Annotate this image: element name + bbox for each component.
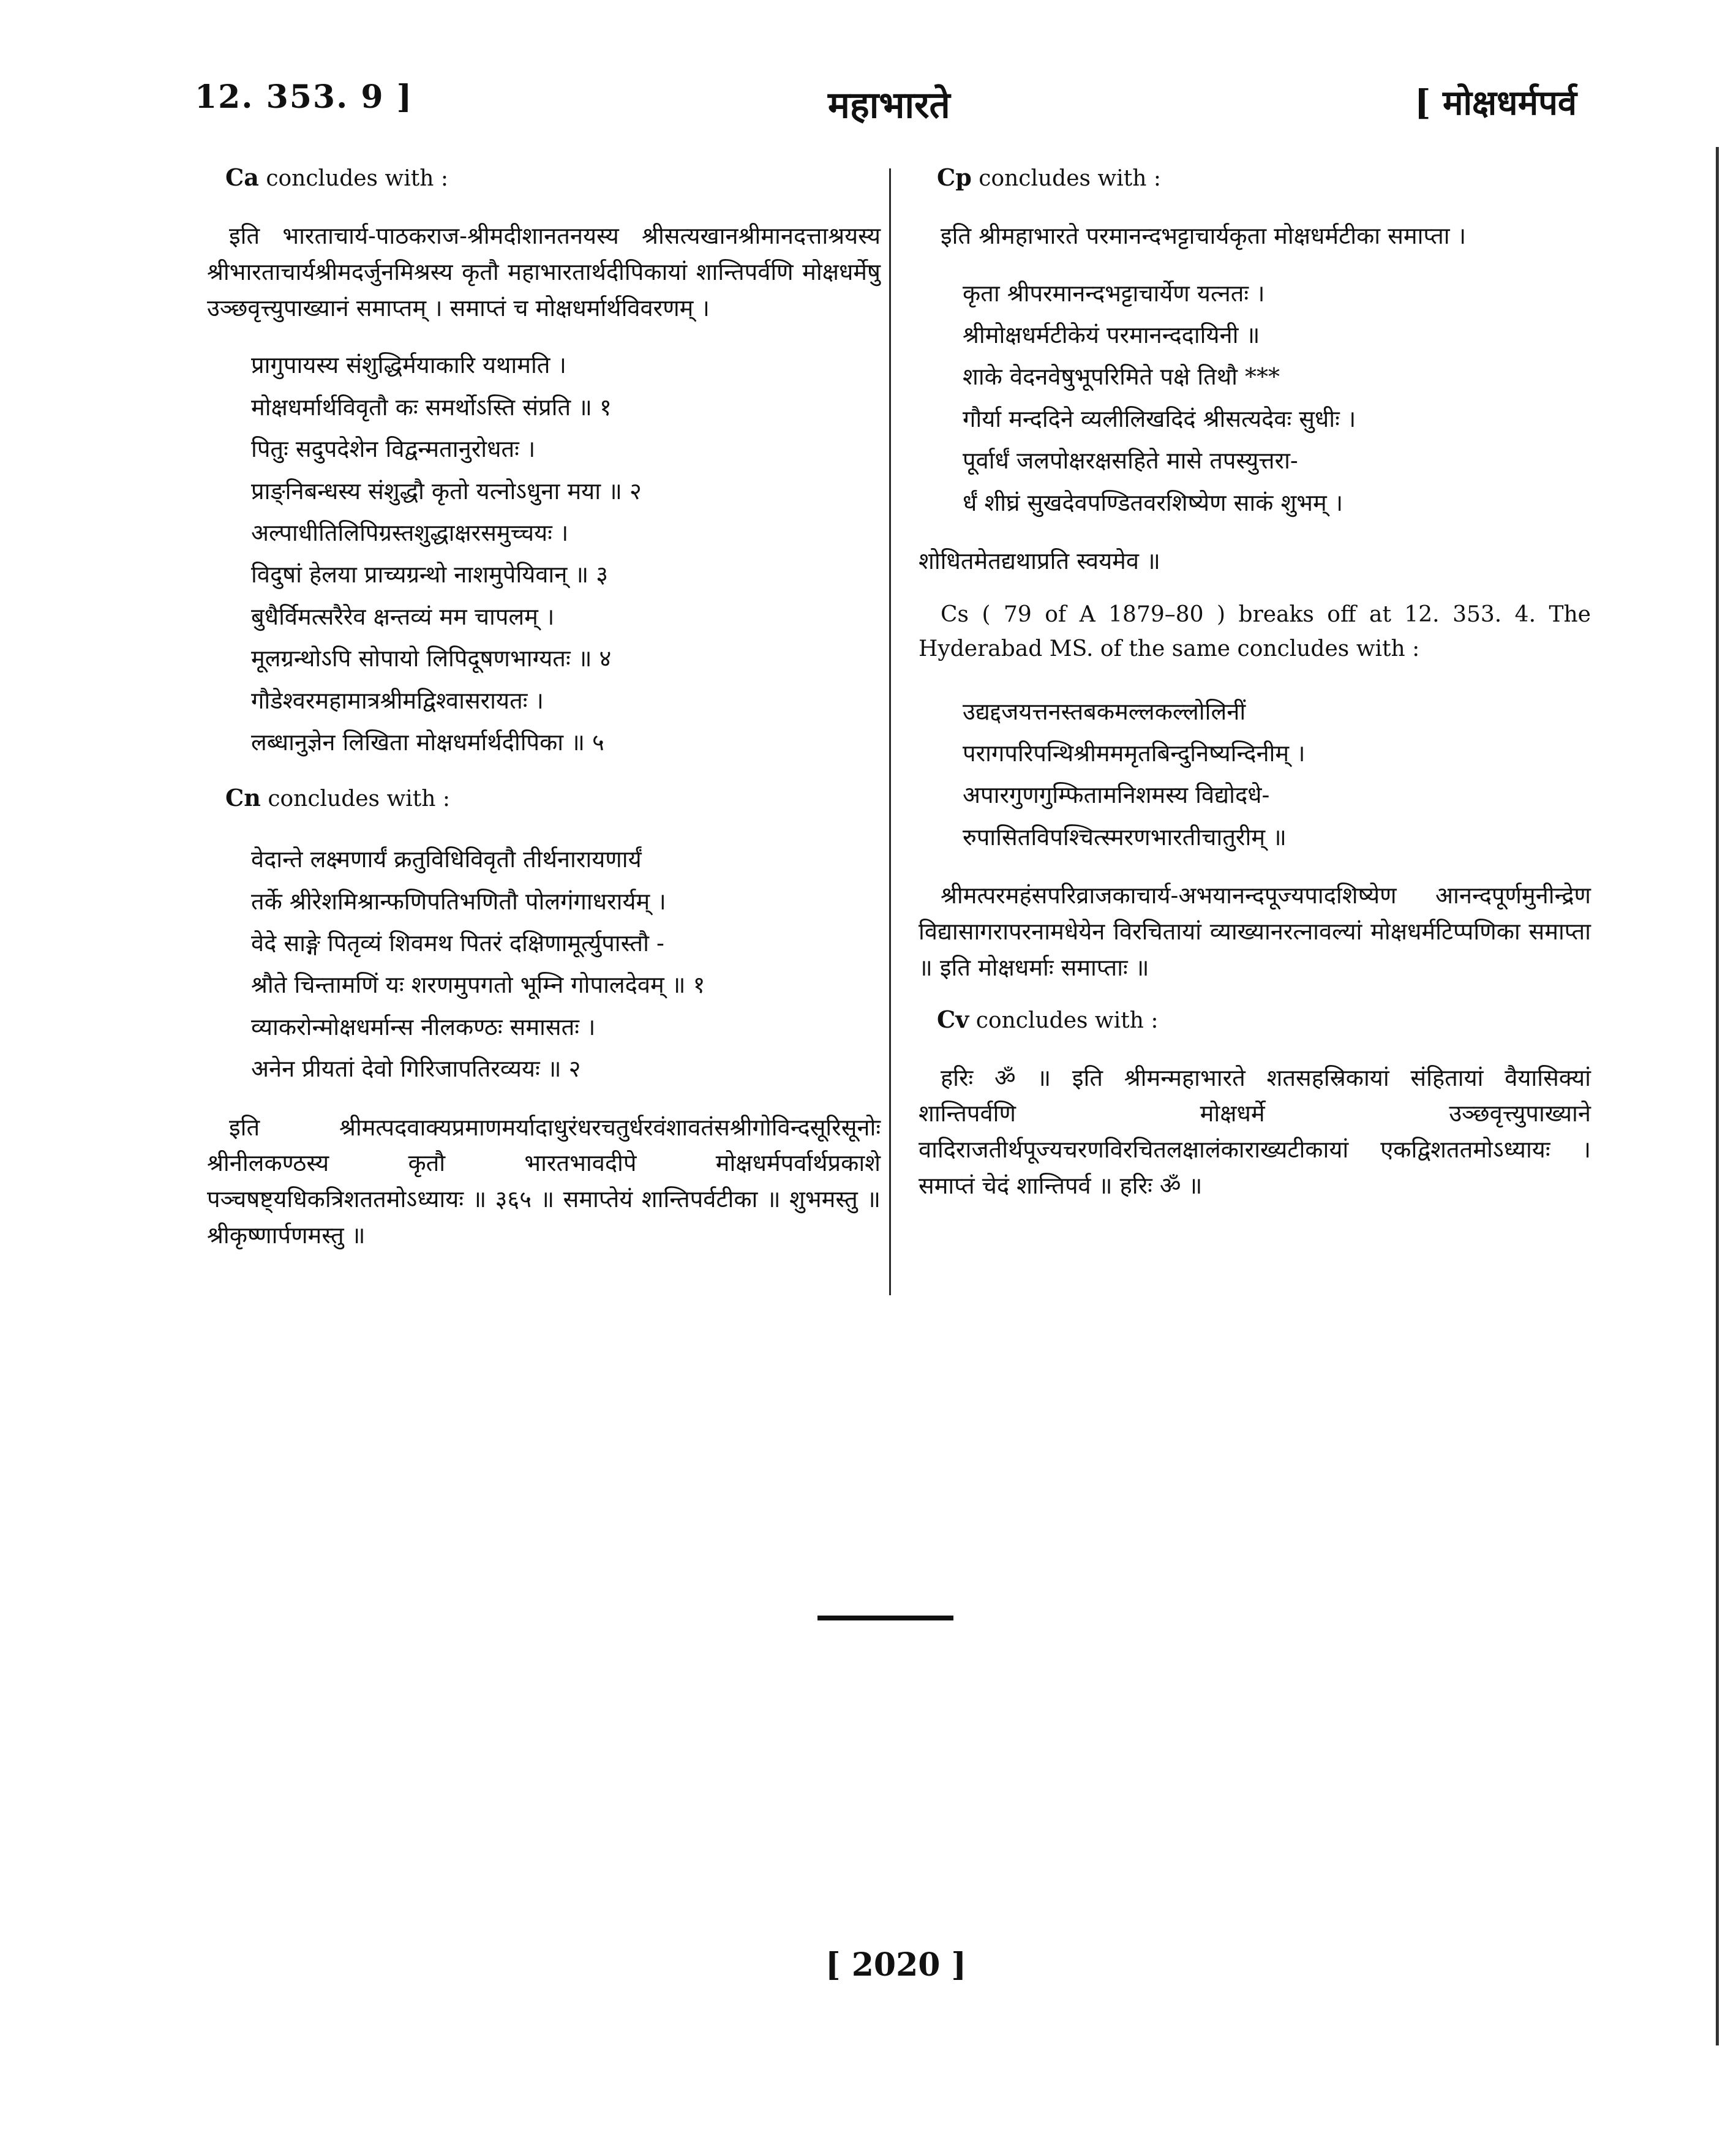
verse-line: बुधैर्विमत्सरैरेव क्षन्तव्यं मम चापलम् । <box>251 603 555 630</box>
ms-cs-block <box>919 598 1591 986</box>
verse-line: पूर्वार्धं जलपोक्षरक्षसहिते मासे तपस्युत्तरा- <box>963 447 1298 475</box>
running-head-title: महाभारते <box>828 84 950 127</box>
ms-cn-siglum: Cn <box>225 784 261 812</box>
ms-ca-colophon: इति भारताचार्य-पाठकराज-श्रीमदीशानतनयस्य श्रीसत्यखानश्रीमानदत्ताश्रयस्य श्रीभारताचार्यश्रीमदर्जुनमिश्रस्य कृतौ महाभारतार्थदीपिकायां शान्तिपर्वणि मोक्षधर्मेषु उञ्छवृत्त्युपाख्यानं समाप्तम् । समाप्तं च मोक्षधर्मार्थविवरणम् । <box>207 222 881 322</box>
verse-line: वेदान्ते लक्ष्मणार्यं क्रतुविधिविवृतौ तीर्थनारायणार्यं <box>251 846 642 873</box>
verse-line: अल्पाधीतिलिपिग्रस्तशुद्धाक्षरसमुच्चयः । <box>251 519 569 547</box>
ms-cp-block <box>919 162 1591 579</box>
ms-cv-block <box>919 1004 1591 1204</box>
ms-cn-heading-text: concludes with : <box>268 786 451 812</box>
ms-ca-verses <box>251 344 881 763</box>
verse-line: र्धं शीघ्रं सुखदेवपण्डितवरशिष्येण साकं शुभम् । <box>963 489 1343 516</box>
ms-cn-heading <box>225 783 881 814</box>
ms-cv-heading-text: concludes with : <box>975 1007 1159 1033</box>
verse-line: अपारगुणगुम्फितामनिशमस्य विद्योदधे- <box>963 781 1270 809</box>
ms-cp-heading-text: concludes with : <box>979 166 1161 191</box>
page-number: [ 2020 ] <box>825 1946 967 1984</box>
ms-cn-colophon: इति श्रीमत्पदवाक्यप्रमाणमर्यादाधुरंधरचतुर्धरवंशावतंसश्रीगोविन्दसूरिसूनोः श्रीनीलकण्ठस्य कृतौ भारतभावदीपे मोक्षधर्मपर्वार्थप्रकाशे पञ्चषष्ट्यधिकत्रिशततमोऽध्यायः ॥ ३६५ ॥ समाप्तेयं शान्तिपर्वटीका ॥ शुभमस्तु ॥ श्रीकृष्णार्पणमस्तु ॥ <box>207 1113 881 1249</box>
verse-line: अनेन प्रीयतां देवो गिरिजापतिरव्ययः ॥ २ <box>251 1055 581 1083</box>
ms-cv-colophon: हरिः ॐ ॥ इति श्रीमन्महाभारते शतसहस्रिकायां संहितायां वैयासिक्यां शान्तिपर्वणि मोक्षधर्मे उञ्छवृत्त्युपाख्याने वादिराजतीर्थपूज्यचरणविरचितलक्षालंकाराख्यटीकायां एकद्विशततमोऽध्यायः । समाप्तं चेदं शान्तिपर्व ॥ हरिः ॐ ॥ <box>919 1064 1591 1200</box>
ms-cv-heading <box>937 1004 1591 1036</box>
column-divider <box>889 168 891 1295</box>
running-head-reference: 12. 353. 9 ] <box>195 78 413 116</box>
right-column <box>919 162 1591 1222</box>
verse-line: मोक्षधर्मार्थविवृतौ कः समर्थोऽस्ति संप्रति ॥ १ <box>251 393 612 421</box>
verse-line: रुपासितविपश्चित्स्मरणभारतीचातुरीम् ॥ <box>963 823 1287 851</box>
verse-line: विदुषां हेलया प्राच्यग्रन्थो नाशमुपेयिवान् ॥ ३ <box>251 561 608 589</box>
ms-cn-block <box>207 783 881 1254</box>
verse-line: पितुः सदुपदेशेन विद्वन्मतानुरोधतः । <box>251 435 536 463</box>
ms-ca-heading <box>225 162 881 194</box>
ms-cv-siglum: Cv <box>937 1005 969 1033</box>
ms-cs-colophon: श्रीमत्परमहंसपरिव्राजकाचार्य-अभयानन्दपूज्यपादशिष्येण आनन्दपूर्णमुनीन्द्रेण विद्यासागरापरनामधेयेन विरचितायां व्याख्यानरत्नावल्यां मोक्षधर्मटिप्पणिका समाप्ता ॥ इति मोक्षधर्माः समाप्ताः ॥ <box>919 882 1591 981</box>
ms-cs-heading <box>919 598 1591 666</box>
verse-line: श्रौते चिन्तामणिं यः शरणमुपगतो भूम्नि गोपालदेवम् ॥ १ <box>251 971 705 999</box>
ms-cn-verses <box>251 838 881 1089</box>
verse-line: प्राङ्निबन्धस्य संशुद्धौ कृतो यत्नोऽधुना मया ॥ २ <box>251 477 642 505</box>
verse-line: वेदे साङ्गे पितृव्यं शिवमथ पितरं दक्षिणामूर्त्युपास्तौ - <box>251 929 664 957</box>
ms-cp-verses <box>963 273 1591 524</box>
left-column <box>207 162 881 1272</box>
verse-line: व्याकरोन्मोक्षधर्मान्स नीलकण्ठः समासतः । <box>251 1013 596 1040</box>
running-head-parva: [ मोक्षधर्मपर्व <box>1415 83 1577 123</box>
verse-line: तर्के श्रीरेशमिश्रान्फणिपतिभणितौ पोलगंगाधरार्यम् । <box>251 887 666 915</box>
verse-line: लब्धानुज्ञेन लिखिता मोक्षधर्मार्थदीपिका ॥ ५ <box>251 728 604 756</box>
ms-cs-heading-text: ( 79 of A 1879–80 ) breaks off at 12. 353. 4. The Hyderabad MS. of the same concludes with : <box>919 601 1591 661</box>
verse-line: उद्यद्दजयत्तनस्तबकमल्लकल्लोलिनीं <box>963 698 1246 725</box>
ms-cp-colophon: इति श्रीमहाभारते परमानन्दभट्टाचार्यकृता मोक्षधर्मटीका समाप्ता । <box>941 222 1467 249</box>
ms-cp-heading <box>937 162 1591 194</box>
ms-cs-siglum: Cs <box>941 601 969 627</box>
verse-line: गौर्या मन्ददिने व्यलीलिखदिदं श्रीसत्यदेवः सुधीः । <box>963 405 1356 432</box>
verse-line: कृता श्रीपरमानन्दभट्टाचार्येण यत्नतः । <box>963 279 1265 307</box>
ms-ca-block <box>207 162 881 763</box>
ms-cp-tail: शोधितमेतद्यथाप्रति स्वयमेव ॥ <box>919 547 1160 575</box>
ms-ca-siglum: Ca <box>225 164 259 191</box>
verse-line: परागपरिपन्थिश्रीमममृतबिन्दुनिष्यन्दिनीम् । <box>963 739 1306 767</box>
verse-line: गौडेश्वरमहामात्रश्रीमद्विश्वासरायतः । <box>251 687 544 714</box>
end-rule <box>817 1616 953 1620</box>
verse-line: प्रागुपायस्य संशुद्धिर्मयाकारि यथामति । <box>251 352 566 379</box>
ms-cp-siglum: Cp <box>937 164 972 191</box>
page-edge-shadow <box>1716 147 1719 2045</box>
verse-line: श्रीमोक्षधर्मटीकेयं परमानन्ददायिनी ॥ <box>963 322 1260 349</box>
verse-line: शाके वेदनवेषुभूपरिमिते पक्षे तिथौ *** <box>963 363 1280 391</box>
ms-ca-heading-text: concludes with : <box>266 166 449 191</box>
verse-line: मूलग्रन्थोऽपि सोपायो लिपिदूषणभाग्यतः ॥ ४ <box>251 645 612 672</box>
ms-cs-verses <box>963 691 1591 859</box>
